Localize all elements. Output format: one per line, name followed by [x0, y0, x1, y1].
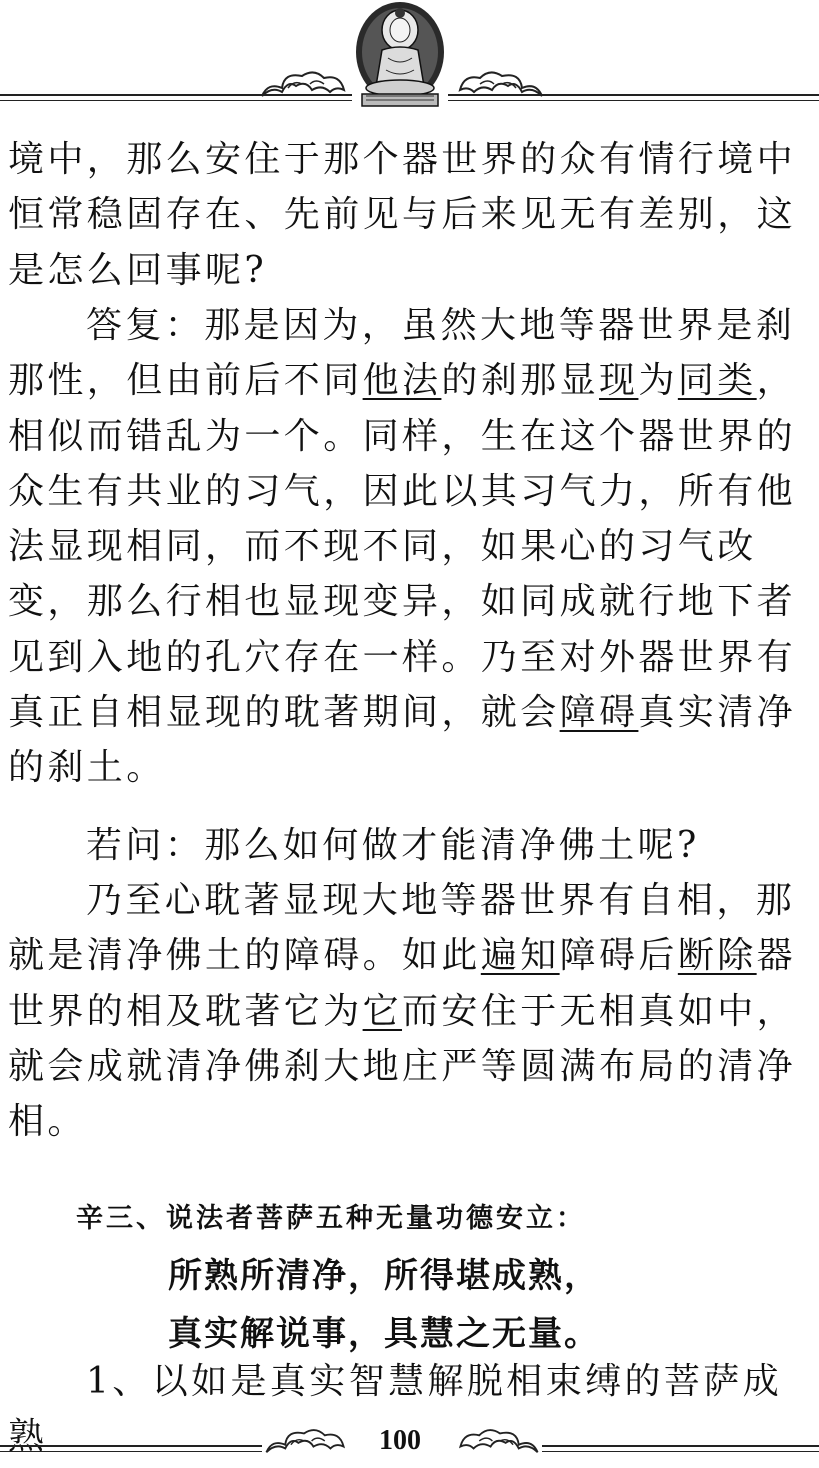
footer-rule-right [542, 1445, 819, 1447]
text-run: 障碍后 [559, 935, 678, 977]
text-run: 真实清净的刹土。 [8, 692, 797, 789]
underlined-term: 它 [362, 990, 403, 1032]
footer-rule-right-thin [542, 1451, 819, 1452]
underlined-term: 障碍 [559, 692, 639, 734]
cloud-ornament-icon [456, 1424, 542, 1456]
footer-rule-left-thin [0, 1451, 262, 1452]
body-paragraph [8, 873, 798, 1149]
text-run: ，相似而错乱为一个。同样，生在这个器世界的众生有共业的习气，因此以其习气力，所有他法显现相同，而不现不同，如果心的习气改变，那么行相也显现变异，如同成就行地下者见到入地的孔穴存在一样。乃至对外器世界有真正自相显现的耽著期间，就会 [8, 360, 797, 734]
text-run: 乃至心耽著显现大地等器世界有自相，那就是清净佛土的障碍。如此 [8, 880, 796, 977]
cloud-ornament-icon [262, 1424, 348, 1456]
underlined-term: 现 [599, 360, 639, 402]
underlined-term: 他法 [362, 360, 442, 402]
text-run: 境中，那么安住于那个器世界的众有情行境中恒常稳固存在、先前见与后来见无有差别，这是怎么回事呢? [8, 139, 797, 291]
body-paragraph [8, 298, 798, 796]
verse-line: 所熟所清净，所得堪成熟， [168, 1256, 600, 1296]
footer-rule-left [0, 1445, 262, 1447]
cloud-ornament-icon [456, 66, 546, 100]
buddha-image [352, 0, 448, 108]
body-paragraph [8, 818, 798, 873]
text-run: 而安住于无相真如中，就会成就清净佛刹大地庄严等圆满布局的清净相。 [8, 990, 797, 1143]
cloud-ornament-icon [258, 66, 348, 100]
text-run: 为 [638, 360, 678, 402]
page-number: 100 [379, 1425, 421, 1456]
text-run: 答复：那是因为，虽然大地等器世界是刹那性，但由前后不同 [8, 305, 796, 402]
underlined-term: 同类 [677, 360, 757, 402]
underlined-term: 遍知 [480, 935, 560, 977]
underlined-term: 断除 [677, 935, 757, 977]
text-run: 若问：那么如何做才能清净佛土呢? [86, 825, 700, 866]
text-run: 1、以如是真实智慧解脱相束缚的菩萨成熟 [8, 1361, 783, 1458]
body-paragraph [8, 132, 798, 298]
text-run: 器世界的相及耽著它为 [8, 935, 797, 1032]
section-heading: 辛三、说法者菩萨五种无量功德安立： [76, 1203, 586, 1234]
verse-line: 真实解说事，具慧之无量。 [168, 1314, 600, 1354]
text-run: 的刹那显 [441, 360, 600, 402]
